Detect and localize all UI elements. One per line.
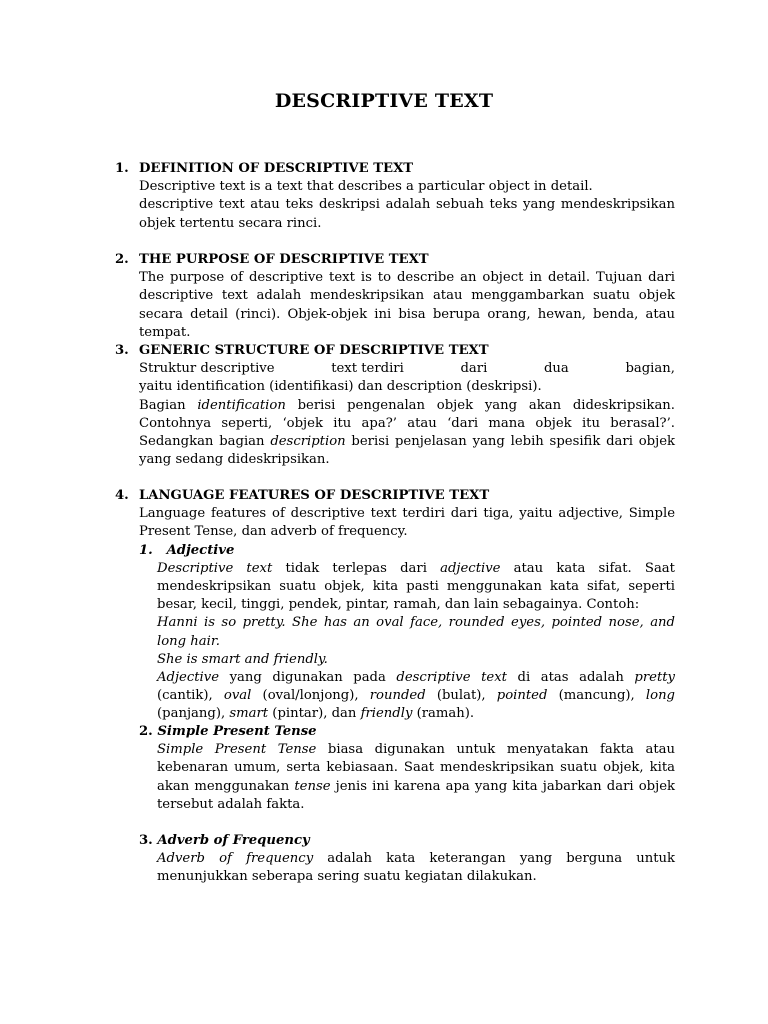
spread-word: dua [543,361,569,377]
subsection-heading: 1. Adjective [139,542,235,558]
subsection-body [157,741,675,814]
document-title: DESCRIPTIVE TEXT [274,90,494,112]
section-line: Descriptive text is a text that describes a particular object in detail. [139,179,593,195]
example-line: Hanni is so pretty. She has an oval face, rounded eyes, pointed nose, and long hair. [157,615,675,649]
section-paragraph: descriptive text atau teks deskripsi adalah sebuah teks yang mendeskripsikan objek tertentu secara rinci. [139,197,675,231]
subsection-heading: 3. Adverb of Frequency [139,833,310,848]
section-paragraph: Language features of descriptive text terdiri dari tiga, yaitu adjective, Simple Present Tense, dan adverb of frequency. [139,506,675,540]
section-number: 3. [115,343,129,358]
section-heading: LANGUAGE FEATURES OF DESCRIPTIVE TEXT [139,488,490,503]
subsection-adjective [139,542,675,724]
section-number: 1. [115,161,129,176]
section-number: 2. [115,252,129,267]
section-heading: GENERIC STRUCTURE OF DESCRIPTIVE TEXT [139,343,489,358]
section-heading: DEFINITION OF DESCRIPTIVE TEXT [139,161,414,176]
section-line: yaitu identification (identifikasi) dan description (deskripsi). [139,379,542,395]
subsection-paragraph: Descriptive text tidak terlepas dari adjective atau kata sifat. Saat mendeskripsikan suatu objek, kita pasti menggunakan kata sifat, seperti besar, kecil, tinggi, pendek, pintar, ramah, dan lain sebagainya. Contoh: [157,560,675,613]
spread-word: bagian, [625,361,675,377]
section-paragraph: Bagian identification berisi pengenalan objek yang akan dideskripsikan. Contohnya seperti, ‘objek itu apa?’ atau ‘dari mana objek itu berasal?’. Sedangkan bagian description berisi penjelasan yang lebih spesifik dari objek yang sedang dideskripsikan. [139,397,675,468]
section-paragraph: The purpose of descriptive text is to describe an object in detail. Tujuan dari descriptive text adalah mendeskripsikan atau menggambarkan suatu objek secara detail (rinci). Objek-objek ini bisa berupa orang, hewan, benda, atau tempat. [139,270,675,340]
spread-line [139,360,675,378]
spread-word: text terdiri [331,361,404,377]
spread-word: Struktur descriptive [139,361,275,377]
section-heading: THE PURPOSE OF DESCRIPTIVE TEXT [139,252,429,267]
subsection-heading: 2. Simple Present Tense [139,724,317,739]
example-line: She is smart and friendly. [157,651,328,667]
subsection-body [157,850,675,886]
spread-word: dari [460,361,488,377]
section-number: 4. [115,488,129,503]
subsection-paragraph: Adverb of frequency adalah kata keterangan yang berguna untuk menunjukkan seberapa sering suatu kegiatan dilakukan. [157,851,675,885]
subsection-body [157,560,675,724]
subsection-paragraph: Adjective yang digunakan pada descriptive text di atas adalah pretty (cantik), oval (oval/lonjong), rounded (bulat), pointed (mancung), long (panjang), smart (pintar), dan friendly (ramah). [157,670,676,722]
subsection-paragraph: Simple Present Tense biasa digunakan untuk menyatakan fakta atau kebenaran umum, serta kebiasaan. Saat mendeskripsikan suatu objek, kita akan menggunakan tense jenis ini karena apa yang kita jabarkan dari objek tersebut adalah fakta. [157,742,675,812]
